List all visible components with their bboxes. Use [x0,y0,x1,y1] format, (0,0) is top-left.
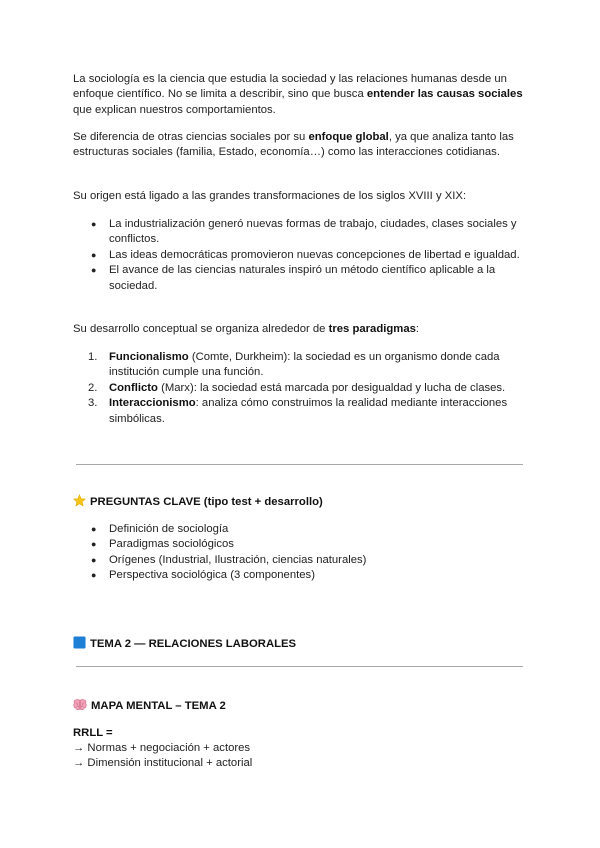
bullet-icon: ● [91,554,97,565]
intro-p2-text: Se diferencia de otras ciencias sociales por su [73,131,309,143]
list-item [73,263,533,294]
tema2-title: TEMA 2 — RELACIONES LABORALES [90,638,297,650]
intro-paragraph-1 [73,72,533,118]
origins-list [73,217,533,294]
star-icon [73,494,86,512]
intro-p2-bold: enfoque global [308,131,389,143]
preguntas-heading [73,494,323,512]
intro-paragraph-4 [73,322,533,337]
intro-paragraph-3: Su origen está ligado a las grandes transformaciones de los siglos XVIII y XIX: [73,190,467,202]
paradigm-name: Conflicto [109,381,158,394]
list-item [73,537,533,552]
paradigm-name: Interaccionismo [109,397,196,410]
list-item-text: Orígenes (Industrial, Ilustración, ciencias naturales) [109,553,367,566]
bullet-icon: ● [91,265,97,276]
list-item-text: Definición de sociología [109,523,229,535]
paradigm-description: : analiza cómo construimos la realidad mediante interacciones simbólicas. [109,397,508,425]
preguntas-list [73,522,533,584]
paradigm-name: Funcionalismo [109,351,189,363]
list-item-text: El avance de las ciencias naturales inspiró un método científico aplicable a la sociedad. [109,264,496,292]
list-number: 3. [88,397,98,410]
bullet-icon: ● [91,219,97,229]
paradigm-description: (Marx): la sociedad está marcada por desigualdad y lucha de clases. [157,381,506,394]
bullet-icon: ● [91,539,97,550]
list-item [73,568,533,583]
list-number: 2. [88,381,98,394]
mapa-line-1: → Normas + negociación + actores [73,742,251,754]
list-item-text: Perspectiva sociológica (3 componentes) [109,569,315,582]
intro-p4-text-end: : [415,323,420,335]
list-item [73,248,533,263]
intro-p1-text-end: que explican nuestros comportamientos. [73,103,276,116]
paradigm-description: (Comte, Durkheim): la sociedad es un organismo donde cada institución cumple una función. [109,351,500,379]
divider [76,666,523,667]
bullet-icon: ● [91,524,97,534]
list-item [73,522,533,537]
mapa-heading [73,698,226,716]
intro-paragraph-2 [73,130,533,161]
intro-p1-bold: entender las causas sociales [366,88,523,101]
mapa-line-2: → Dimensión institucional + actorial [73,757,253,769]
list-item [73,381,533,396]
tema2-heading [73,636,296,654]
divider [76,464,523,465]
bullet-icon: ● [91,249,97,260]
intro-p4-bold: tres paradigmas [328,323,416,335]
intro-p2-text-end: , ya que analiza tanto las estructuras sociales (familia, Estado, economía…) como las interacciones cotidianas. [73,131,514,159]
intro-p4-text: Su desarrollo conceptual se organiza alrededor de [73,323,329,335]
mapa-title: MAPA MENTAL – TEMA 2 [91,700,226,712]
rrll-label: RRLL = [73,727,113,739]
list-item-text: Las ideas democráticas promovieron nuevas concepciones de libertad e igualdad. [109,248,520,261]
bullet-icon: ● [91,570,97,581]
brain-icon [73,698,87,716]
paradigms-list [73,350,533,427]
list-number: 1. [88,351,98,363]
list-item [73,217,533,248]
blue-square-icon [73,636,86,654]
list-item-text: Paradigmas sociológicos [109,538,234,551]
list-item [73,553,533,568]
preguntas-title: PREGUNTAS CLAVE (tipo test + desarrollo) [90,496,323,508]
intro-p1-text: La sociología es la ciencia que estudia la sociedad y las relaciones humanas desde un enfoque científico. No se limita a describir, sino que busca [73,73,507,101]
list-item-text: La industrialización generó nuevas formas de trabajo, ciudades, clases sociales y conflictos. [109,218,517,246]
list-item [73,396,533,427]
list-item [73,350,533,381]
